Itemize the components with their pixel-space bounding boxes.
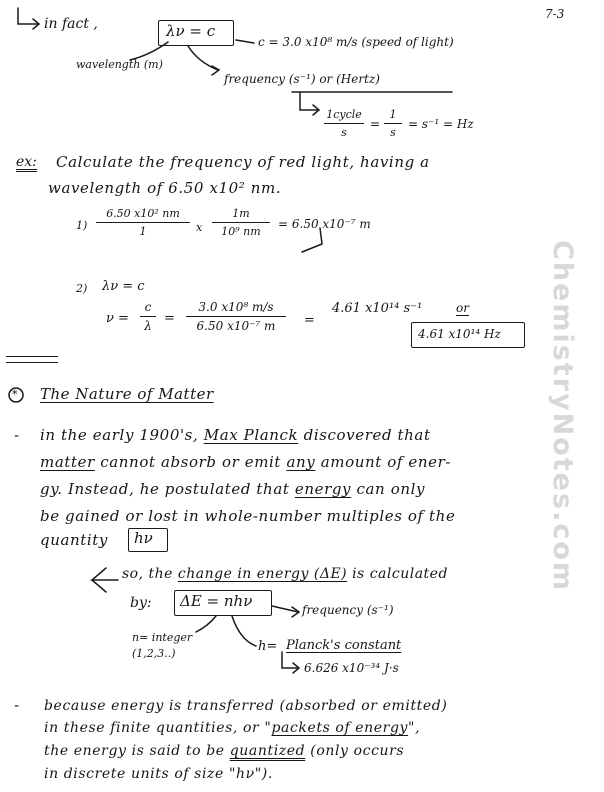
frequency-s-label: frequency (s⁻¹) [302,603,394,617]
delta-e-equation: ΔE = nhν [180,592,253,610]
so-line: so, the change in energy (ΔE) is calculated [122,566,448,582]
step-2-result: 4.61 x10¹⁴ s⁻¹ [332,301,423,316]
n-integer-label: n= integer [132,631,193,644]
paragraph-2-line-1: because energy is transferred (absorbed or emitted) [44,698,448,714]
step-2-or: or [456,301,469,315]
wavelength-label: wavelength (m) [76,58,163,71]
step-1-frac-1-den: 1 [139,225,147,238]
step-2-equation: λν = c [102,279,145,294]
paragraph-1-line-4: be gained or lost in whole-number multiples of the [40,507,456,525]
c-value: c = 3.0 x10⁸ m/s (speed of light) [258,35,454,49]
paragraph-1-line-1: in the early 1900's, Max Planck discovered that [40,426,431,444]
paragraph-1-line-5: quantity [40,531,108,549]
paragraph-2-line-4: in discrete units of size "hν"). [44,766,273,782]
example-label: ex: [16,154,37,170]
dash-2: - [14,696,20,714]
equation-text: λν = c [166,22,216,40]
frequency-label: frequency (s⁻¹) or (Hertz) [224,72,380,86]
in-fact-text: in fact , [44,16,98,32]
section-title: The Nature of Matter [40,385,214,403]
step-2-result-hz: 4.61 x10¹⁴ Hz [418,327,501,341]
step-2-c-over-lambda [140,300,156,333]
step-1-times: x [196,221,203,234]
section-bullet: * [12,388,18,401]
step-1-fraction-1 [96,207,190,238]
unit-fraction-2 [384,108,402,139]
step-2-number: 2) [76,282,88,295]
planck-constant-label: Planck's constant [286,638,402,653]
step-1-number: 1) [76,219,88,232]
section-divider-top [6,356,58,357]
paragraph-1-line-3: gy. Instead, he postulated that energy can only [40,480,426,498]
step-2-numerator: 3.0 x10⁸ m/s [198,300,274,314]
page-number: 7-3 [545,7,565,21]
paragraph-2-line-3: the energy is said to be quantized (only occurs [44,743,405,759]
step-1-frac-2-den: 10⁹ nm [221,225,261,238]
unit-rest: = s⁻¹ = Hz [408,117,474,131]
paragraph-2-line-2: in these finite quantities, or "packets of energy", [44,720,421,736]
n-arrow-icon [196,616,216,632]
example-line-2: wavelength of 6.50 x10² nm. [48,179,282,197]
unit-fraction [324,108,364,139]
step-2-c: c [144,300,152,314]
section-divider-bottom [6,362,58,363]
unit-numerator: 1cycle [326,108,362,121]
dash-1: - [14,426,20,444]
by-label: by: [130,595,152,611]
unit-fraction-2-num: 1 [389,108,397,121]
step-1-frac-2-num: 1m [232,207,250,220]
unit-eq1: = [370,117,381,131]
step-2-lambda: λ [144,319,152,333]
watermark: ChemistryNotes.com [547,240,578,593]
paragraph-1-line-2: matter cannot absorb or emit any amount of ener- [40,453,452,471]
planck-constant-value: 6.626 x10⁻³⁴ J·s [304,661,399,675]
step-2-eq2: = [164,311,175,326]
n-values: (1,2,3..) [132,647,176,660]
result-arrow-icon [302,228,322,252]
step-2-eq3: = [304,313,315,328]
h-equals: h= [258,639,278,654]
step-2-denominator: 6.50 x10⁻⁷ m [196,319,276,333]
h-arrow-icon [232,616,256,646]
step-1-fraction-2 [212,207,270,238]
unit-denominator: s [341,126,347,139]
step-1-result: = 6.50 x10⁻⁷ m [278,217,371,231]
step-2-fraction [186,300,286,333]
step-2-nu: ν = [106,311,129,326]
unit-fraction-2-den: s [390,126,396,139]
hnu-text: hν [134,529,153,547]
step-1-frac-1-num: 6.50 x10² nm [106,207,180,220]
c-arrow-icon [236,40,254,43]
example-line-1: Calculate the frequency of red light, having a [56,153,430,171]
